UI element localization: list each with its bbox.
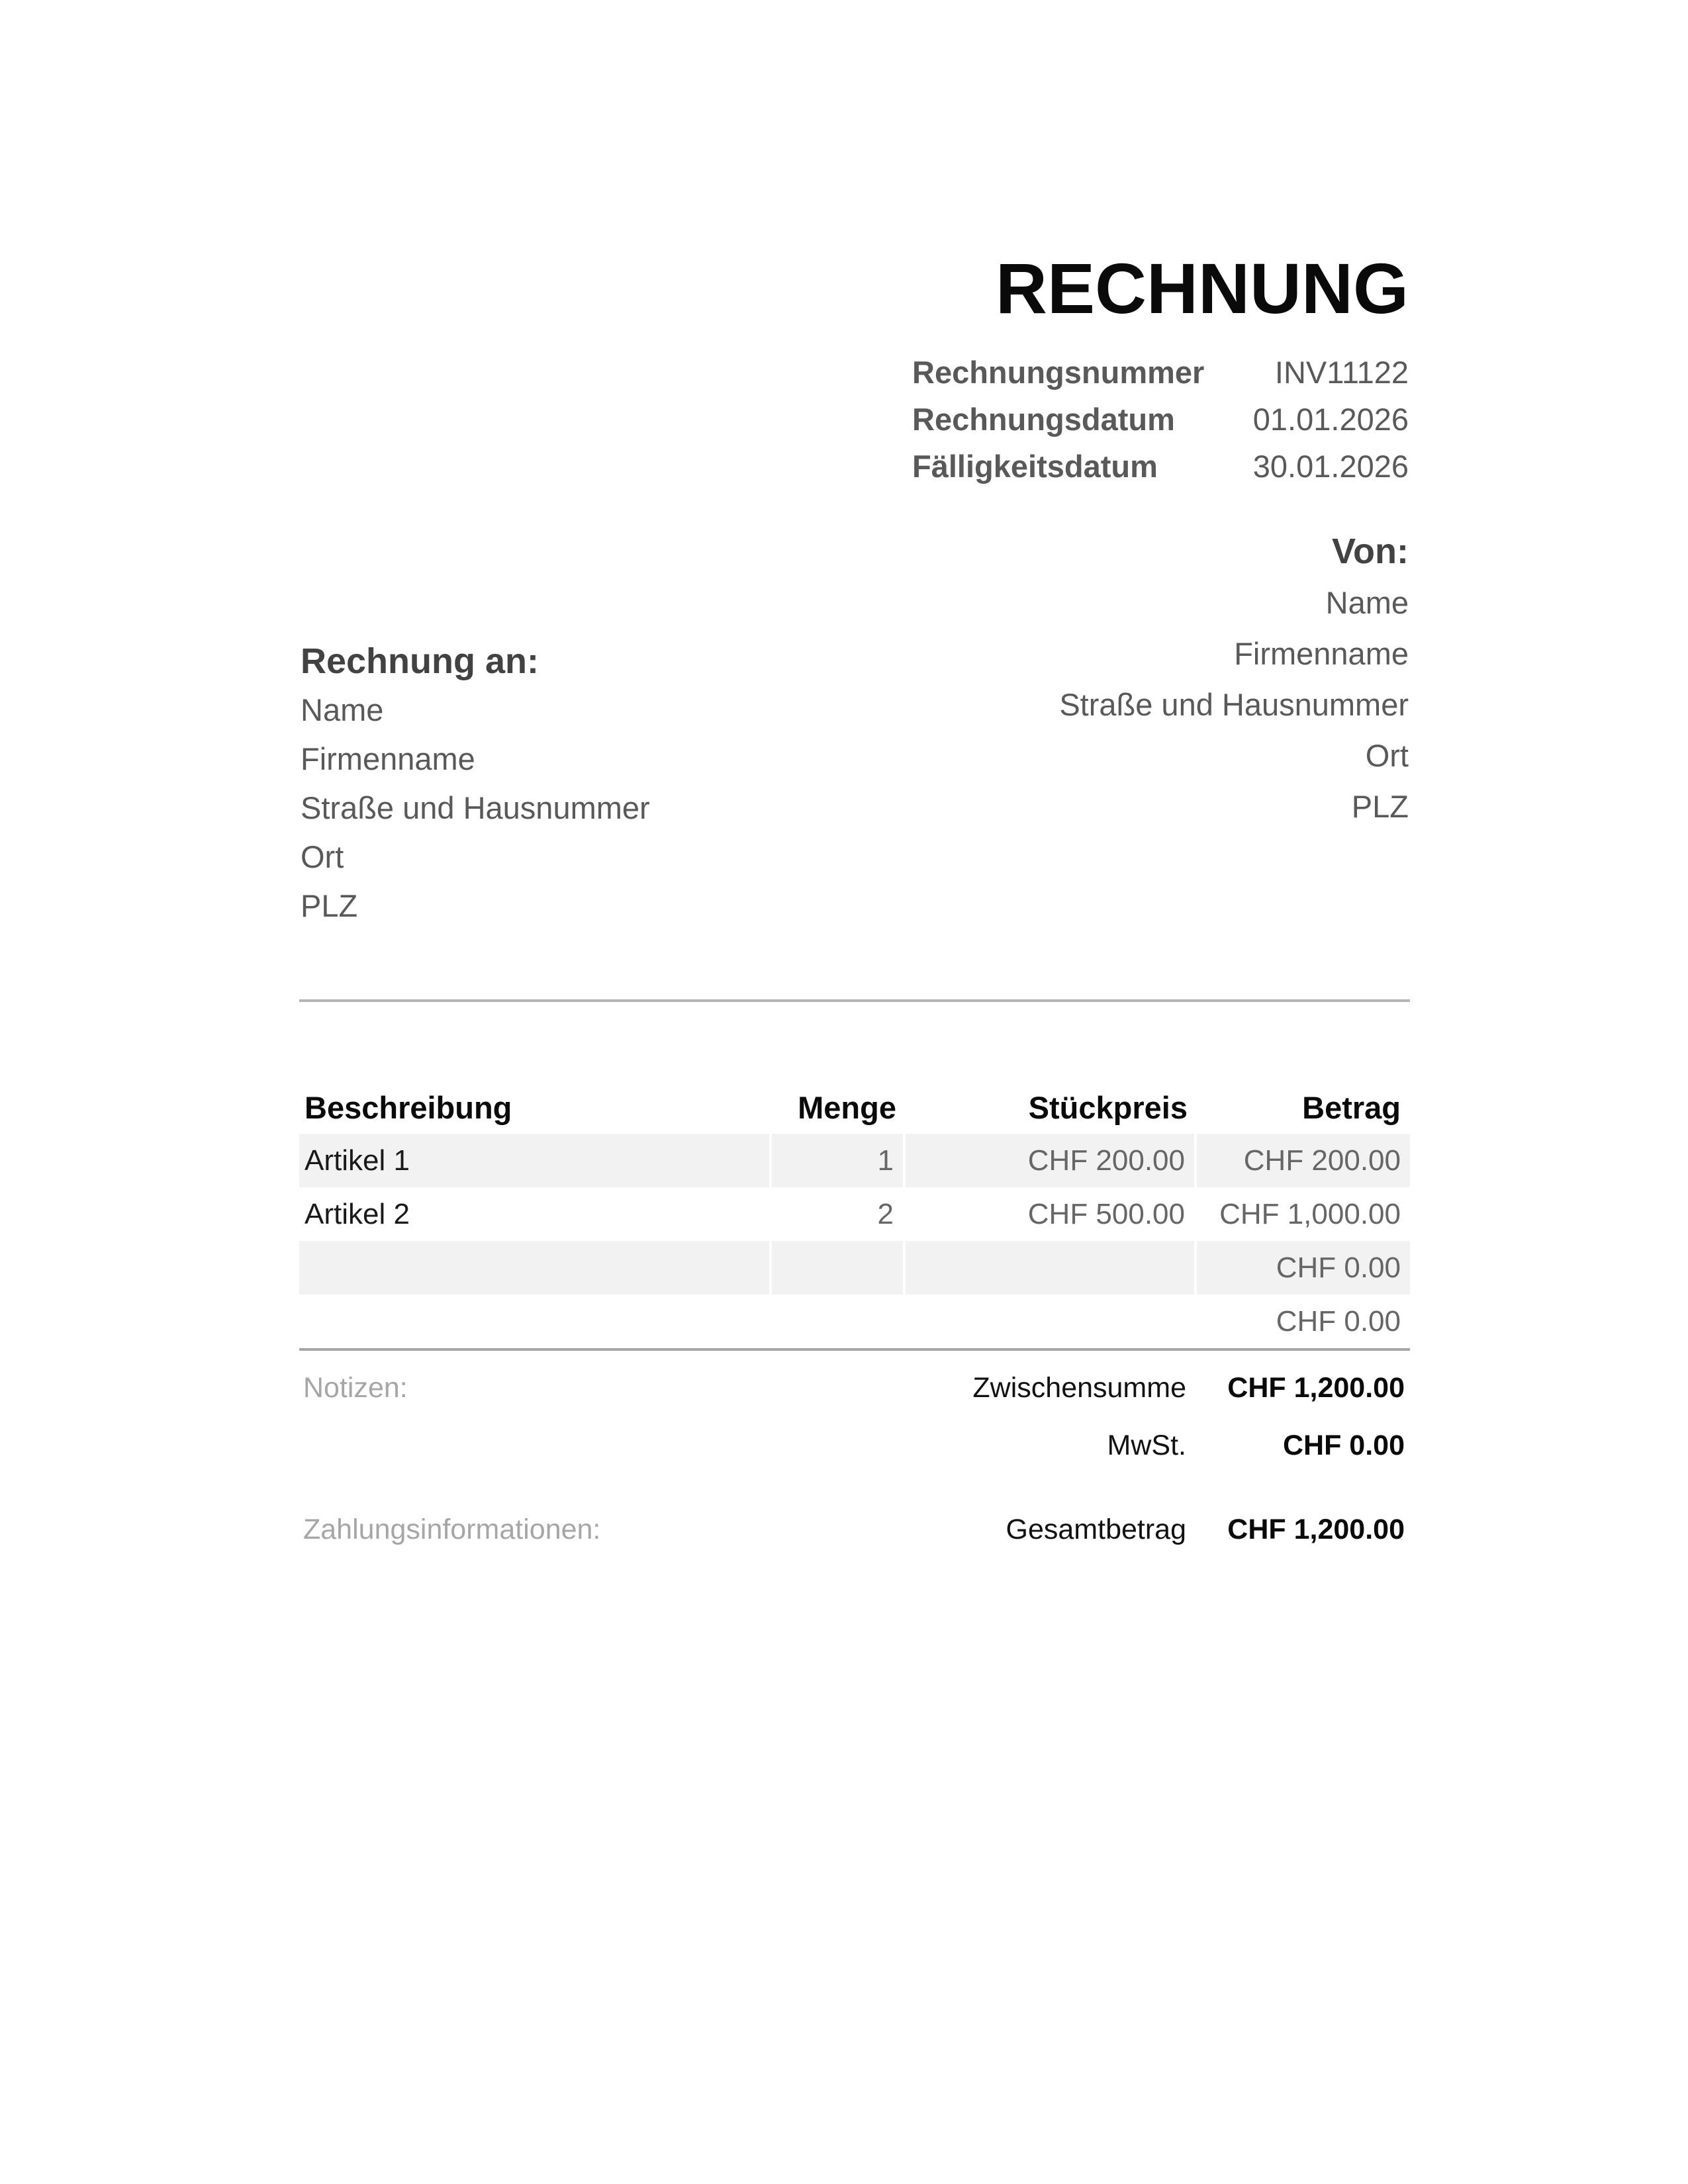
recipient-zip: PLZ	[301, 888, 358, 923]
tax-row	[299, 1426, 1405, 1465]
meta-row-invoice-number	[912, 349, 1409, 396]
invoice-number-label: Rechnungsnummer	[912, 355, 1205, 390]
divider-top	[299, 999, 1410, 1002]
sender-street: Straße und Hausnummer	[1059, 687, 1409, 722]
sender-name: Name	[1325, 585, 1409, 620]
item-description: Artikel 1	[299, 1134, 772, 1187]
divider-bottom	[299, 1348, 1410, 1351]
meta-row-invoice-date	[912, 396, 1409, 443]
invoice-meta	[912, 349, 1409, 490]
item-amount: CHF 200.00	[1243, 1144, 1401, 1177]
item-quantity: 2	[772, 1187, 906, 1241]
table-row	[299, 1134, 1410, 1187]
item-unit-price	[906, 1241, 1197, 1295]
table-row	[299, 1241, 1410, 1295]
payment-info-label: Zahlungsinformationen:	[303, 1514, 601, 1545]
due-date-label: Fälligkeitsdatum	[912, 449, 1158, 484]
item-unit-price: CHF 500.00	[906, 1187, 1197, 1241]
sender-zip: PLZ	[1351, 789, 1409, 824]
sender-heading: Von:	[1332, 531, 1409, 571]
due-date-value: 30.01.2026	[1252, 449, 1409, 484]
subtotal-row	[299, 1368, 1405, 1408]
subtotal-value: CHF 1,200.00	[1227, 1372, 1405, 1404]
total-row	[299, 1510, 1405, 1549]
notes-label: Notizen:	[303, 1372, 408, 1404]
item-unit-price: CHF 200.00	[906, 1134, 1197, 1187]
recipient-name: Name	[301, 692, 384, 727]
item-description	[299, 1295, 772, 1348]
item-unit-price	[906, 1295, 1197, 1348]
recipient-heading: Rechnung an:	[301, 641, 539, 681]
column-header-unit-price: Stückpreis	[1028, 1090, 1188, 1125]
tax-value: CHF 0.00	[1282, 1430, 1405, 1461]
total-value: CHF 1,200.00	[1227, 1514, 1405, 1545]
item-amount: CHF 0.00	[1276, 1304, 1401, 1338]
recipient-street: Straße und Hausnummer	[301, 790, 650, 825]
item-amount: CHF 1,000.00	[1219, 1197, 1401, 1230]
table-row	[299, 1295, 1410, 1348]
item-description	[299, 1241, 772, 1295]
subtotal-label: Zwischensumme	[972, 1372, 1186, 1404]
total-label: Gesamtbetrag	[1006, 1514, 1186, 1545]
column-header-description: Beschreibung	[305, 1090, 512, 1125]
column-header-quantity: Menge	[798, 1090, 896, 1125]
item-quantity	[772, 1295, 906, 1348]
meta-row-due-date	[912, 443, 1409, 490]
invoice-date-label: Rechnungsdatum	[912, 402, 1175, 437]
sender-city: Ort	[1365, 738, 1409, 773]
recipient-company: Firmenname	[301, 741, 475, 776]
sender-company: Firmenname	[1234, 636, 1409, 671]
item-amount: CHF 0.00	[1276, 1251, 1401, 1284]
items-table-header	[299, 1064, 1410, 1134]
table-row	[299, 1187, 1410, 1241]
item-quantity: 1	[772, 1134, 906, 1187]
recipient-city: Ort	[301, 839, 344, 874]
tax-label: MwSt.	[1107, 1430, 1186, 1461]
item-quantity	[772, 1241, 906, 1295]
sender-block	[1059, 526, 1409, 832]
invoice-date-value: 01.01.2026	[1252, 402, 1409, 437]
invoice-title: RECHNUNG	[995, 248, 1409, 328]
invoice-number-value: INV11122	[1274, 355, 1409, 390]
item-description: Artikel 2	[299, 1187, 772, 1241]
recipient-block	[301, 637, 650, 931]
column-header-amount: Betrag	[1302, 1090, 1401, 1125]
items-table	[299, 1064, 1410, 1348]
